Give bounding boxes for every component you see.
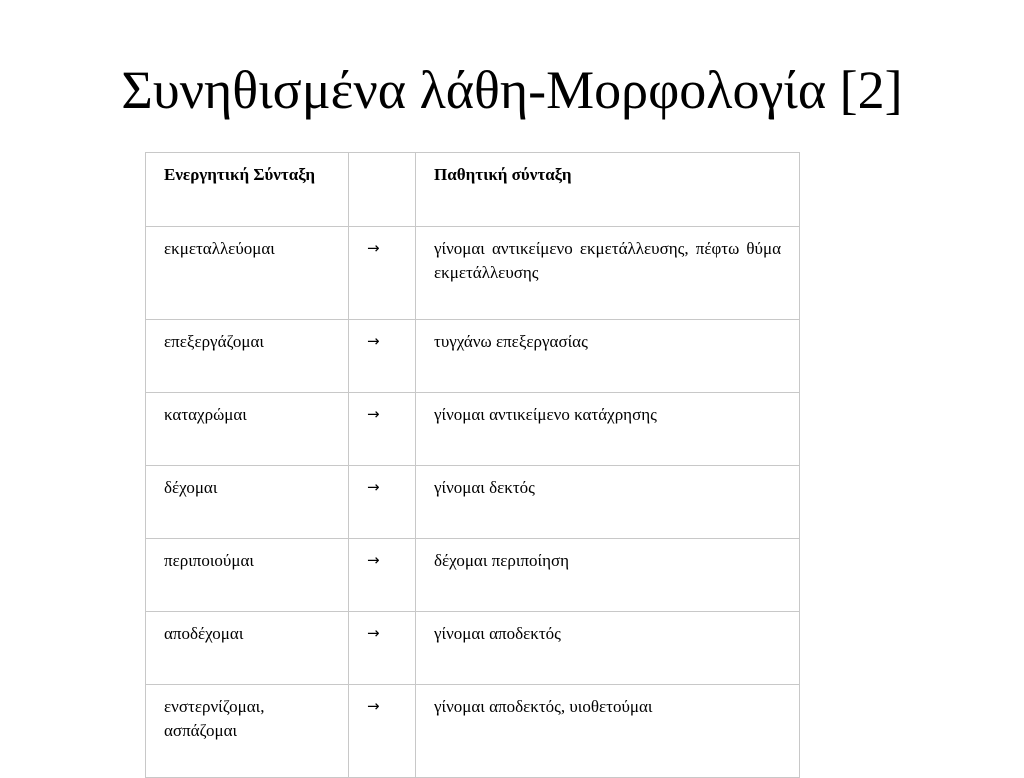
active-verb-cell: ενστερνίζομαι, ασπάζομαι bbox=[146, 685, 349, 778]
passive-phrase-cell: γίνομαι δεκτός bbox=[416, 466, 800, 539]
right-arrow-icon: → bbox=[349, 320, 416, 393]
right-arrow-icon: → bbox=[349, 612, 416, 685]
passive-phrase-cell: γίνομαι αντικείμενο εκμετάλλευσης, πέφτω θύμα εκμετάλλευσης bbox=[416, 227, 800, 320]
active-verb-cell: δέχομαι bbox=[146, 466, 349, 539]
active-verb-cell: εκμεταλλεύομαι bbox=[146, 227, 349, 320]
syntax-table-container bbox=[145, 152, 799, 778]
header-arrow-column bbox=[349, 153, 416, 227]
right-arrow-icon: → bbox=[349, 466, 416, 539]
right-arrow-icon: → bbox=[349, 393, 416, 466]
header-passive-syntax: Παθητική σύνταξη bbox=[416, 153, 800, 227]
header-active-syntax: Ενεργητική Σύνταξη bbox=[146, 153, 349, 227]
passive-phrase-cell: τυγχάνω επεξεργασίας bbox=[416, 320, 800, 393]
active-verb-cell: καταχρώμαι bbox=[146, 393, 349, 466]
passive-phrase-cell: γίνομαι αντικείμενο κατάχρησης bbox=[416, 393, 800, 466]
slide-title: Συνηθισμένα λάθη-Μορφολογία [2] bbox=[121, 60, 903, 120]
table-header-row bbox=[146, 153, 800, 227]
active-verb-cell: περιποιούμαι bbox=[146, 539, 349, 612]
right-arrow-icon: → bbox=[349, 685, 416, 778]
table-row bbox=[146, 466, 800, 539]
table-row bbox=[146, 227, 800, 320]
passive-phrase-cell: γίνομαι αποδεκτός, υιοθετούμαι bbox=[416, 685, 800, 778]
table-row bbox=[146, 393, 800, 466]
active-verb-cell: αποδέχομαι bbox=[146, 612, 349, 685]
passive-phrase-cell: γίνομαι αποδεκτός bbox=[416, 612, 800, 685]
table-row bbox=[146, 539, 800, 612]
right-arrow-icon: → bbox=[349, 539, 416, 612]
active-verb-cell: επεξεργάζομαι bbox=[146, 320, 349, 393]
table-row bbox=[146, 685, 800, 778]
table-row bbox=[146, 612, 800, 685]
right-arrow-icon: → bbox=[349, 227, 416, 320]
passive-phrase-cell: δέχομαι περιποίηση bbox=[416, 539, 800, 612]
syntax-table bbox=[145, 152, 800, 778]
table-row bbox=[146, 320, 800, 393]
